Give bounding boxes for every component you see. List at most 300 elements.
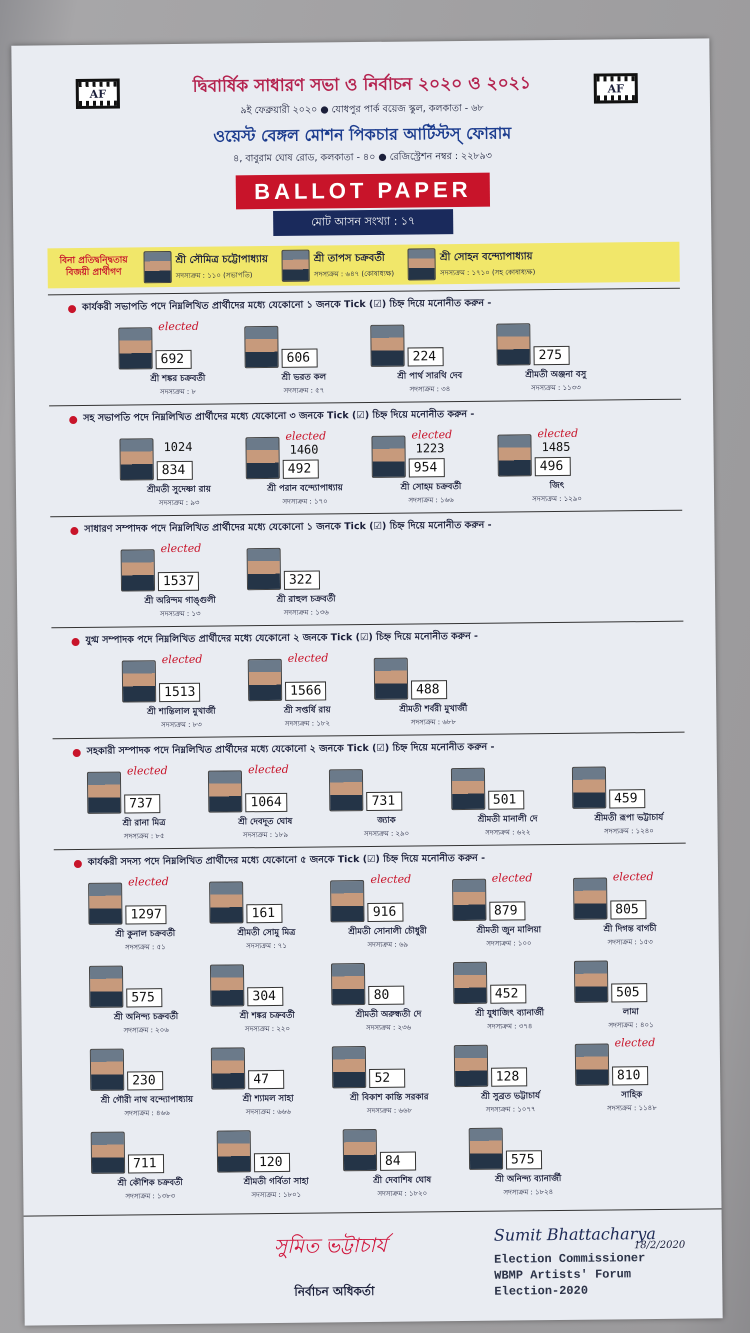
candidate-photo — [90, 1049, 124, 1091]
candidate-photo — [244, 326, 278, 368]
member-number: সদস্যক্রম : ১২৯০ — [532, 494, 582, 504]
candidate-name: শ্রীমতী অরুন্ধতী দে — [355, 1009, 422, 1021]
unopposed-sub: সদস্যক্রম : ১৭১০ (সহ কোষাধ্যক্ষ) — [440, 267, 536, 277]
vote-count: 501 — [488, 790, 524, 809]
candidate-photo — [408, 248, 436, 280]
candidate-name: লামা — [622, 1007, 639, 1018]
unopposed-winner — [282, 249, 394, 282]
elected-mark: elected — [128, 875, 169, 889]
candidate-photo — [121, 549, 155, 591]
org-address: ৪, বাবুরাম ঘোষ রোড, কলকাতা - ৪০ ● রেজিস্ট্রেশন নম্বর : ২২৮৯৩ — [233, 150, 492, 165]
member-number: সদস্যক্রম : ১৮২৪ — [503, 1188, 554, 1197]
footer — [24, 1208, 723, 1325]
candidate-box — [90, 1044, 204, 1091]
vote-count: 737 — [124, 794, 160, 813]
candidate-name: শ্রীমতী শর্বরী মুখার্জী — [399, 703, 468, 715]
unopposed-name: শ্রী তাপস চক্রবর্তী — [313, 252, 385, 265]
date-venue: ৯ই ফেব্রুয়ারী ২০২০ ● যোধপুর পার্ক বয়েজ স্কুল, কলকাতা - ৬৮ — [240, 102, 484, 117]
officer-signature: সুমিত ভট্টাচার্য — [273, 1232, 387, 1259]
candidate-photo — [88, 883, 122, 925]
unopposed-winner — [143, 250, 268, 283]
candidate[interactable] — [574, 956, 688, 1032]
vote-count: 492 — [283, 459, 319, 478]
candidate-row — [51, 540, 684, 622]
candidate-photo — [247, 548, 281, 590]
candidate-photo — [496, 323, 530, 365]
elected-mark: elected — [158, 319, 200, 334]
candidate-box — [332, 1041, 446, 1088]
candidate-box — [497, 426, 615, 476]
candidate-row — [53, 762, 686, 844]
candidate-name: জ্যাক — [377, 815, 396, 826]
member-number: সদস্যক্রম : ৫১ — [125, 943, 166, 952]
candidate-row — [49, 426, 682, 511]
candidate[interactable] — [118, 319, 237, 398]
handwritten-count: 1024 — [163, 439, 193, 455]
header — [46, 69, 680, 239]
candidate-name: শ্রী পার্থ সারথি দেব — [397, 370, 463, 382]
candidate[interactable] — [330, 872, 444, 951]
instruction-text: সাধারণ সম্পাদক পদে নিম্নলিখিত প্রার্থীদের মধ্যে যেকোনো ১ জনকে Tick (☑) চিহ্ন দিয়ে মনোনীত করুন - — [84, 519, 492, 535]
candidate[interactable] — [452, 871, 566, 950]
candidate[interactable] — [329, 764, 443, 840]
org-name: ওয়েস্ট বেঙ্গল মোশন পিকচার আর্টিস্টস্ ফোরাম — [213, 123, 512, 146]
commissioner-date: 18/2/2020 — [633, 1239, 686, 1252]
member-number: সদস্যক্রম : ২৩৬ — [366, 1023, 412, 1033]
candidate[interactable] — [573, 870, 687, 949]
member-number: সদস্যক্রম : ৬২২ — [485, 828, 531, 837]
candidate-box — [450, 763, 564, 810]
candidate[interactable] — [332, 1041, 446, 1117]
candidate-box — [210, 959, 324, 1006]
candidate-name: শ্রী শ্যামল সাহা — [242, 1093, 294, 1105]
vote-count: 954 — [409, 458, 445, 477]
elected-mark: elected — [160, 541, 202, 556]
member-number: সদস্যক্রম : ৪০১ — [608, 1021, 654, 1030]
vote-count: 834 — [157, 461, 193, 480]
vote-count: 692 — [156, 350, 192, 369]
elected-mark: elected — [612, 870, 654, 884]
bullet-icon — [68, 305, 76, 313]
bullet-icon — [70, 527, 78, 535]
candidate-box — [121, 541, 239, 591]
candidate-box — [453, 1040, 567, 1087]
candidate-photo — [452, 879, 486, 921]
candidate-row — [56, 1036, 689, 1121]
candidate-name: শ্রীমতী গর্বিতা সাহা — [243, 1176, 309, 1188]
candidate-box — [245, 429, 363, 479]
candidate-photo — [211, 1047, 245, 1089]
bullet-icon — [72, 638, 80, 646]
candidate-photo — [87, 772, 121, 814]
candidate-box — [247, 543, 365, 590]
candidate-name: শ্রীমতী জুন মালিয়া — [476, 925, 542, 936]
unopposed-name: শ্রী সৌমিত্র চট্টোপাধ্যায় — [175, 253, 268, 266]
candidate-box — [343, 1124, 461, 1171]
candidate-box — [469, 1123, 587, 1170]
officer-label: নির্বাচন অধিকর্তা — [294, 1283, 375, 1299]
candidate-photo — [89, 966, 123, 1008]
member-number: সদস্যক্রম : ৯৩ — [158, 498, 200, 508]
candidate[interactable] — [331, 958, 445, 1034]
bullet-icon — [73, 749, 81, 757]
candidate-row — [52, 651, 685, 733]
member-number: সদস্যক্রম : ১৮২ — [284, 719, 331, 728]
candidate-photo — [248, 659, 282, 701]
member-number: সদস্যক্রম : ১৮৯ — [242, 830, 289, 840]
elected-mark: elected — [411, 428, 453, 442]
candidate[interactable] — [496, 318, 615, 394]
candidate-photo — [573, 877, 607, 919]
member-number: সদস্যক্রম : ৮৩ — [161, 720, 202, 730]
candidate-photo — [453, 962, 487, 1004]
candidate[interactable] — [343, 1124, 462, 1200]
candidate-photo — [282, 250, 310, 282]
bullet-icon — [74, 859, 82, 867]
member-number: সদস্যক্রম : ৮৫ — [123, 832, 165, 841]
candidate-name: শ্রী দেবদূত ঘোষ — [238, 816, 293, 828]
candidate-name: শ্রী রানা মিত্র — [122, 818, 166, 829]
member-number: সদস্যক্রম : ৬৮৮ — [410, 718, 457, 727]
candidate[interactable] — [217, 1125, 336, 1201]
member-number: সদস্যক্রম : ১৩ — [159, 609, 201, 619]
candidate[interactable] — [244, 321, 363, 397]
candidate-name: শ্রী দিগন্ত বাগচী — [603, 923, 657, 935]
vote-count: 52 — [369, 1069, 405, 1088]
vote-count: 161 — [247, 904, 283, 923]
ec-line-1: Election Commissioner — [493, 1251, 646, 1267]
member-number: সদস্যক্রম : ১৬৬ — [408, 496, 454, 505]
instruction-text: কার্যকরী সদস্য পদে নিম্নলিখিত প্রার্থীদের মধ্যে যেকোনো ৫ জনকে Tick (☑) চিহ্ন দিয়ে মনোনীত করুন - — [87, 852, 486, 868]
handwritten-count: 1460 — [289, 442, 319, 457]
candidate-box — [452, 871, 566, 921]
candidate[interactable] — [209, 876, 323, 952]
candidate[interactable] — [370, 320, 489, 396]
vote-count: 230 — [127, 1071, 163, 1090]
elected-mark: elected — [126, 764, 168, 778]
candidate-photo — [374, 658, 408, 700]
candidate[interactable] — [374, 653, 493, 729]
candidate-box — [573, 870, 687, 920]
candidate[interactable] — [572, 762, 686, 838]
member-number: সদস্যক্রম : ৫৭ — [283, 386, 325, 395]
candidate-box — [209, 876, 323, 923]
candidate-name: শ্রী অনিন্দ্য চক্রবর্তী — [113, 1011, 179, 1023]
candidate-name: শ্রী অরিন্দম গাঙ্গুলী — [144, 595, 216, 607]
candidate-box — [370, 320, 488, 367]
unopposed-name: শ্রী সোহন বন্দ্যোপাধ্যায় — [439, 250, 533, 263]
elected-mark: elected — [537, 426, 579, 441]
candidate-box — [331, 958, 445, 1005]
candidate-photo — [91, 1132, 125, 1174]
ec-line-2: WBMP Artists' Forum — [494, 1267, 632, 1283]
candidate-name: শ্রীমতী সোমু মিত্র — [237, 927, 296, 939]
forum-logo-right — [594, 73, 638, 103]
member-number: সদস্যক্রম : ২০৬ — [123, 1026, 169, 1035]
elected-mark: elected — [614, 1036, 656, 1050]
vote-count: 80 — [369, 986, 405, 1005]
candidate[interactable] — [497, 426, 616, 505]
candidate-photo — [208, 770, 242, 812]
member-number: সদস্যক্রম : ১৮০১ — [251, 1190, 302, 1200]
ballot-paper-title: BALLOT PAPER — [236, 173, 490, 210]
member-number: সদস্যক্রম : ১১৪৮ — [607, 1103, 657, 1113]
candidate-name: শ্রী অনিন্দ্য ব্যানার্জী — [495, 1173, 562, 1185]
section-instruction — [53, 739, 685, 761]
candidate-photo — [370, 325, 404, 367]
ballot-section — [48, 288, 681, 400]
candidate-photo — [209, 881, 243, 923]
unopposed-text — [314, 250, 394, 280]
member-number: সদস্যক্রম : ৬৬৮ — [366, 1106, 413, 1116]
candidate-photo — [575, 1043, 609, 1085]
page-title: দ্বিবার্ষিক সাধারণ সভা ও নির্বাচন ২০২০ ও ২০২১ — [192, 73, 531, 97]
vote-count: 452 — [490, 984, 526, 1003]
candidate[interactable] — [208, 762, 322, 841]
candidate[interactable] — [450, 763, 564, 839]
member-number: সদস্যক্রম : ১৮২০ — [377, 1189, 428, 1198]
ballot-section — [50, 510, 683, 622]
vote-count: 120 — [254, 1153, 290, 1172]
candidate-name: শ্রীমতী সুদেষ্ণা রায় — [147, 484, 211, 496]
instruction-text: সহ সভাপতি পদে নিম্নলিখিত প্রার্থীদের মধ্যে যেকোনো ৩ জনকে Tick (☑) চিহ্ন দিয়ে মনোনীত করুন - — [83, 408, 475, 424]
candidate-box — [211, 1042, 325, 1089]
vote-count: 805 — [610, 900, 646, 919]
member-number: সদস্যক্রম : ১১৩৩ — [531, 383, 581, 393]
candidate[interactable] — [575, 1036, 689, 1115]
candidate-photo — [143, 251, 171, 283]
ballot-paper — [11, 38, 722, 1325]
candidate-box — [574, 956, 688, 1003]
vote-count: 1064 — [245, 793, 287, 812]
instruction-text: যুগ্ম সম্পাদক পদে নিম্নলিখিত প্রার্থীদের মধ্যে যেকোনো ২ জনকে Tick (☑) চিহ্ন দিয়ে মনোনীত করুন - — [85, 630, 479, 646]
instruction-text: সহকারী সম্পাদক পদে নিম্নলিখিত প্রার্থীদের মধ্যে যেকোনো ২ জনকে Tick (☑) চিহ্ন দিয়ে মনোনীত করুন - — [86, 741, 495, 757]
candidate-box — [371, 428, 489, 478]
candidate-box — [119, 433, 237, 480]
candidate[interactable] — [453, 957, 567, 1033]
handwritten-count: 1223 — [415, 441, 445, 456]
candidate-box — [496, 318, 614, 365]
candidate-row — [57, 1122, 690, 1204]
member-number: সদস্যক্রম : ৩৪ — [409, 385, 451, 394]
candidate[interactable] — [248, 651, 367, 730]
candidate-name: শ্রী শঙ্কর চক্রবর্তী — [239, 1010, 295, 1022]
candidate-name: জিৎ — [549, 480, 565, 492]
candidate[interactable] — [247, 543, 366, 619]
vote-count: 224 — [408, 347, 444, 366]
candidate[interactable] — [469, 1123, 588, 1199]
elected-mark: elected — [285, 429, 327, 443]
section-instruction — [49, 406, 681, 428]
candidate-name: শ্রী দেবাশিষ ঘোষ — [373, 1175, 432, 1186]
candidate-photo — [574, 960, 608, 1002]
candidate-name: সাহিক — [621, 1090, 643, 1101]
ballot-sections — [48, 288, 689, 1204]
elected-mark: elected — [370, 872, 412, 886]
candidate-box — [575, 1036, 689, 1086]
vote-count: 1537 — [158, 572, 200, 591]
member-number: সদস্যক্রম : ২৯০ — [363, 829, 410, 839]
unopposed-sub: সদস্যক্রম : ১১০ (সভাপতি) — [175, 270, 253, 280]
candidate-name: শ্রী রাহুল চক্রবর্তী — [276, 594, 336, 605]
section-instruction — [54, 850, 686, 872]
unopposed-title: বিনা প্রতিদ্বন্দ্বিতায় বিজয়ী প্রার্থীগণ — [59, 255, 128, 279]
candidate-row — [48, 318, 681, 400]
candidate-photo — [451, 768, 485, 810]
candidate-box — [208, 762, 322, 812]
member-number: সদস্যক্রম : ১৩৮৩ — [125, 1192, 176, 1201]
unopposed-sub: সদস্যক্রম : ৬৪৭ (কোষাধ্যক্ষ) — [313, 269, 395, 279]
candidate-name: শ্রী কুনাল চক্রবর্তী — [115, 929, 176, 940]
candidate-box — [244, 321, 362, 368]
member-number: সদস্যক্রম : ১৫৩ — [607, 938, 653, 947]
candidate-box — [87, 764, 201, 814]
member-number: সদস্যক্রম : ৩৭৪ — [487, 1022, 533, 1031]
candidate-box — [118, 319, 236, 369]
candidate-name: শ্রীমতী রূপা ভট্টাচার্য — [594, 812, 664, 824]
vote-count: 322 — [284, 570, 320, 589]
vote-count: 1566 — [285, 681, 327, 700]
section-instruction — [48, 295, 680, 317]
vote-count: 916 — [368, 903, 404, 922]
candidate-photo — [118, 327, 152, 369]
candidate-name: শ্রী সোহম চক্রবর্তী — [400, 482, 462, 493]
candidate-name: শ্রীমতী সোনালী চৌধুরী — [348, 926, 427, 938]
logo-text: AF — [89, 87, 107, 101]
member-number: সদস্যক্রম : ৪৬৬ — [124, 1109, 170, 1118]
candidate-photo — [217, 1130, 251, 1172]
candidate[interactable] — [119, 433, 238, 509]
candidate-photo — [330, 880, 364, 922]
section-instruction — [51, 628, 683, 650]
candidate-photo — [122, 660, 156, 702]
candidate-box — [453, 957, 567, 1004]
vote-count: 304 — [247, 987, 283, 1006]
candidate[interactable] — [121, 541, 240, 620]
member-number: সদস্যক্রম : ১০০ — [486, 939, 532, 948]
total-seats: মোট আসন সংখ্যা : ১৭ — [273, 209, 453, 236]
vote-count: 575 — [126, 988, 162, 1007]
candidate[interactable] — [90, 1044, 204, 1120]
candidate-photo — [572, 767, 606, 809]
candidate-photo — [331, 963, 365, 1005]
candidate-name: শ্রী ভরত কল — [281, 372, 327, 383]
ballot-section — [49, 399, 682, 511]
member-number: সদস্যক্রম : ৮ — [159, 387, 197, 397]
candidate-box — [374, 653, 492, 700]
vote-count: 488 — [411, 680, 447, 699]
member-number: সদস্যক্রম : ১০৭৭ — [485, 1105, 536, 1114]
candidate-photo — [343, 1129, 377, 1171]
unopposed-text — [175, 252, 268, 282]
candidate-photo — [210, 964, 244, 1006]
vote-count: 47 — [248, 1070, 284, 1089]
candidate-box — [89, 961, 203, 1008]
vote-count: 84 — [380, 1152, 416, 1171]
elected-mark: elected — [287, 651, 329, 665]
candidate[interactable] — [89, 961, 203, 1037]
vote-count: 275 — [533, 346, 569, 365]
candidate[interactable] — [211, 1042, 325, 1118]
candidate-photo — [245, 437, 279, 479]
candidate[interactable] — [122, 652, 241, 731]
candidate-box — [330, 872, 444, 922]
logo-text: AF — [607, 81, 625, 95]
vote-count: 1513 — [159, 683, 201, 702]
candidate-photo — [329, 769, 363, 811]
member-number: সদস্যক্রম : ১৭০ — [282, 497, 328, 506]
candidate-box — [91, 1127, 209, 1174]
section-instruction — [50, 517, 682, 539]
candidate-name: শ্রী সুব্রত ভট্টাচার্য — [481, 1091, 541, 1102]
candidate-row — [54, 870, 687, 955]
ballot-section — [51, 621, 684, 733]
candidate-photo — [469, 1128, 503, 1170]
ec-line-3: Election-2020 — [494, 1284, 589, 1300]
candidate-name: শ্রীমতী মানালী দে — [477, 814, 538, 825]
vote-count: 505 — [611, 983, 647, 1002]
member-number: সদস্যক্রম : ৭১ — [246, 941, 287, 951]
candidate-name: শ্রী শঙ্কর চক্রবর্তী — [150, 373, 206, 385]
candidate[interactable] — [210, 959, 324, 1035]
vote-count: 575 — [506, 1150, 542, 1169]
candidate-photo — [371, 436, 405, 478]
candidate[interactable] — [88, 875, 202, 954]
member-number: সদস্যক্রম : ১৩৬ — [283, 608, 329, 617]
elected-mark: elected — [161, 652, 203, 667]
candidate[interactable] — [91, 1127, 210, 1203]
bullet-icon — [69, 416, 77, 424]
unopposed-text — [440, 249, 535, 279]
forum-logo-left — [76, 79, 120, 109]
member-number: সদস্যক্রম : ৬৯ — [367, 940, 409, 950]
candidate-name: শ্রীমতী অঞ্জনা বসু — [525, 369, 587, 381]
candidate[interactable] — [245, 429, 364, 508]
candidate-photo — [119, 438, 153, 480]
commissioner-block — [494, 1250, 646, 1300]
candidate-box — [217, 1125, 335, 1172]
candidate-photo — [332, 1046, 366, 1088]
vote-count: 606 — [282, 349, 318, 368]
member-number: সদস্যক্রম : ২২০ — [244, 1024, 291, 1034]
candidate-box — [248, 651, 366, 701]
candidate-box — [329, 764, 443, 811]
commissioner-signature: Sumit Bhattacharya — [493, 1224, 656, 1245]
candidate-name: শ্রী পরান বন্দ্যোপাধ্যায় — [267, 483, 343, 495]
vote-count: 1297 — [125, 905, 167, 924]
handwritten-count: 1485 — [541, 439, 571, 455]
candidate-name: শ্রী বিকাশ কান্তি সরকার — [350, 1092, 429, 1104]
candidate-box — [122, 652, 240, 702]
vote-count: 459 — [609, 789, 645, 808]
candidate[interactable] — [87, 764, 201, 843]
member-number: সদস্যক্রম : ৬৬৬ — [245, 1107, 291, 1117]
member-number: সদস্যক্রম : ১২৪০ — [604, 827, 654, 836]
ballot-section — [53, 732, 686, 844]
candidate-name: শ্রী গৌরী নাথ বন্দ্যোপাধ্যায় — [100, 1094, 194, 1106]
candidate[interactable] — [371, 428, 490, 507]
vote-count: 879 — [489, 901, 525, 920]
candidate-name: শ্রী শান্তিলাল মুখার্জী — [147, 706, 216, 718]
ballot-section — [54, 843, 690, 1204]
elected-mark: elected — [491, 871, 533, 885]
candidate-row — [55, 956, 688, 1038]
candidate-box — [88, 875, 202, 925]
candidate-name: শ্রী কৌশিক চক্রবর্তী — [117, 1177, 183, 1189]
vote-count: 128 — [491, 1067, 527, 1086]
candidate[interactable] — [453, 1040, 567, 1116]
candidate-photo — [453, 1045, 487, 1087]
